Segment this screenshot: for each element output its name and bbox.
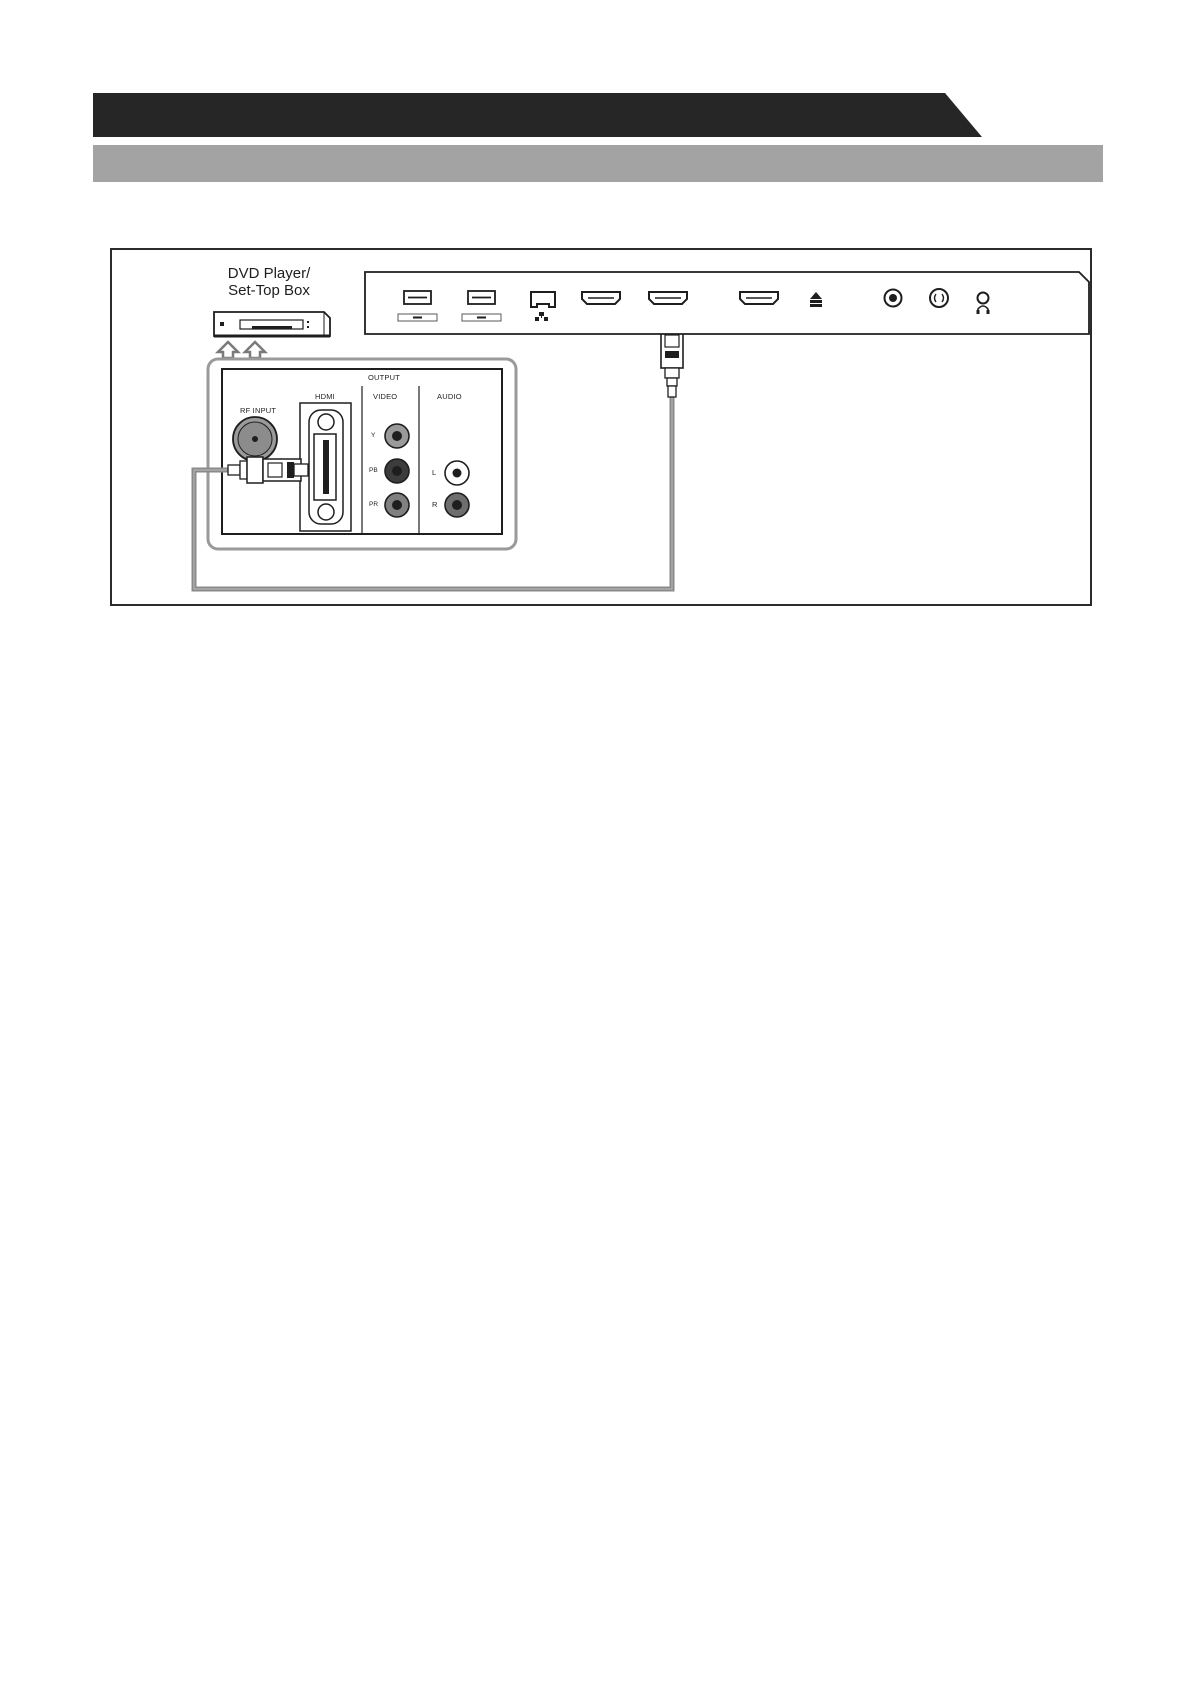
audio-r-jack [445,493,469,517]
video-y-jack [385,424,409,448]
video-pr-jack [385,493,409,517]
audio-r-label: R [432,500,438,509]
hdmi-port-2-icon [649,292,687,304]
connection-diagram [110,248,1092,606]
video-label: VIDEO [373,392,398,401]
diagram-artwork [112,250,1094,608]
optical-port-icon [885,290,902,307]
dvd-player-icon [214,312,330,336]
video-pb-label: PB [369,467,378,474]
hdmi-port-1-icon [582,292,620,304]
header-banner [93,93,982,137]
device-label-line2: Set-Top Box [228,282,310,299]
hdmi-port-3-icon [740,292,778,304]
coaxial-port-icon [930,289,948,307]
header-subbar [93,145,1103,182]
device-label-line1: DVD Player/ [227,265,311,282]
output-title: OUTPUT [368,373,401,382]
audio-label: AUDIO [437,392,462,401]
rf-input-label: RF INPUT [240,406,277,415]
audio-l-label: L [432,468,437,477]
hdmi-plug-left-icon [228,457,308,483]
video-y-label: Y [371,432,376,439]
arrow-up-icon [218,342,265,358]
page-header-graphic [0,0,1190,190]
device-label [209,265,329,299]
video-pr-label: PR [369,501,379,508]
video-pb-jack [385,459,409,483]
audio-l-jack [445,461,469,485]
rf-input-jack [233,417,277,461]
hdmi-label: HDMI [315,392,335,401]
